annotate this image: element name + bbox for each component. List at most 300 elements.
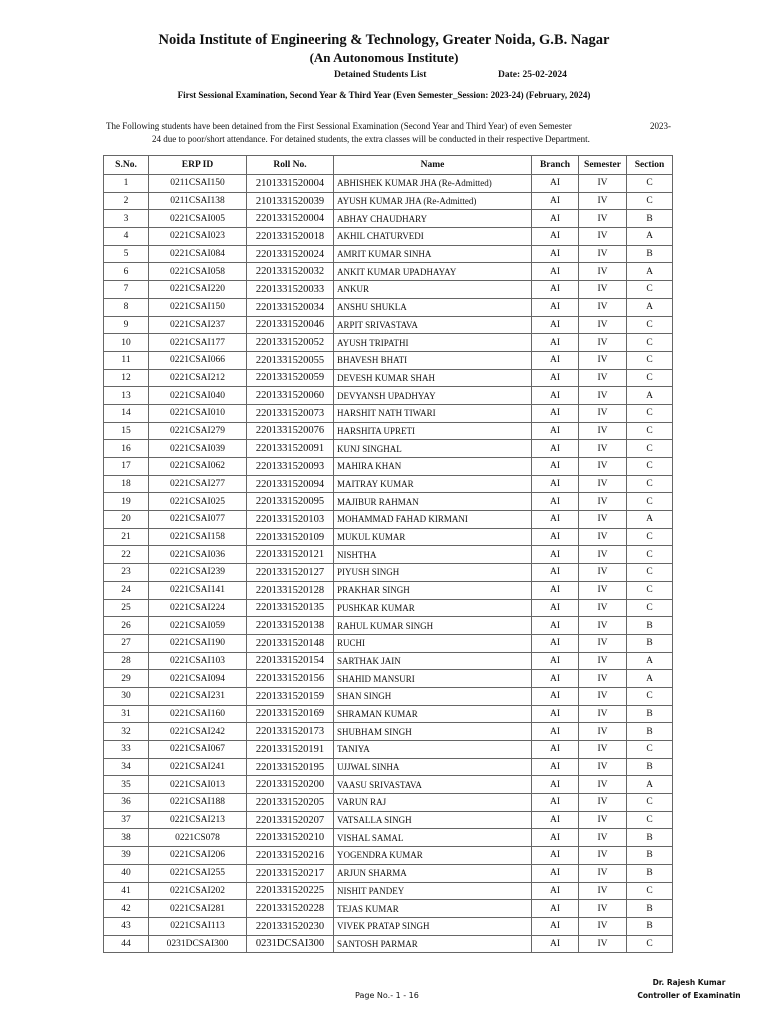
cell-name: AKHIL CHATURVEDI [334,228,532,246]
cell-semester: IV [579,263,627,281]
cell-section: C [627,192,673,210]
cell-branch: AI [532,422,579,440]
cell-erp-id: 0221CSAI010 [149,404,247,422]
cell-erp-id: 0221CSAI241 [149,758,247,776]
cell-erp-id: 0221CSAI158 [149,528,247,546]
cell-section: C [627,351,673,369]
table-row [104,564,673,582]
cell-branch: AI [532,387,579,405]
cell-roll-no: 2201331520004 [247,210,334,228]
cell-erp-id: 0221CSAI190 [149,634,247,652]
autonomous-subtitle: (An Autonomous Institute) [309,50,459,65]
cell-section: B [627,900,673,918]
cell-section: A [627,652,673,670]
intro-line-1: The Following students have been detained from the First Sessional Examination (Second Year and Third Year) of even Semester [106,121,572,131]
table-row [104,281,673,299]
cell-branch: AI [532,404,579,422]
cell-branch: AI [532,829,579,847]
table-body [104,175,673,953]
cell-name: ARJUN SHARMA [334,864,532,882]
cell-erp-id: 0211CSAI150 [149,175,247,193]
header-name: Name [334,156,532,175]
cell-branch: AI [532,351,579,369]
cell-branch: AI [532,723,579,741]
cell-branch: AI [532,210,579,228]
cell-name: AYUSH KUMAR JHA (Re-Admitted) [334,192,532,210]
cell-sno: 13 [104,387,149,405]
cell-erp-id: 0221CSAI206 [149,847,247,865]
cell-name: TANIYA [334,741,532,759]
table-row [104,334,673,352]
cell-sno: 17 [104,458,149,476]
cell-name: VAASU SRIVASTAVA [334,776,532,794]
cell-name: HARSHIT NATH TIWARI [334,404,532,422]
cell-erp-id: 0221CSAI062 [149,458,247,476]
intro-year-part: 2023- [650,121,671,131]
cell-erp-id: 0221CSAI255 [149,864,247,882]
cell-roll-no: 2201331520103 [247,511,334,529]
cell-roll-no: 2201331520076 [247,422,334,440]
cell-section: B [627,705,673,723]
header-semester: Semester [579,156,627,175]
cell-erp-id: 0221CSAI141 [149,581,247,599]
cell-erp-id: 0221CSAI036 [149,546,247,564]
cell-semester: IV [579,776,627,794]
cell-semester: IV [579,369,627,387]
cell-erp-id: 0221CSAI202 [149,882,247,900]
cell-section: A [627,298,673,316]
cell-erp-id: 0221CSAI177 [149,334,247,352]
cell-sno: 34 [104,758,149,776]
table-row [104,935,673,953]
cell-semester: IV [579,829,627,847]
cell-roll-no: 2101331520004 [247,175,334,193]
table-row [104,758,673,776]
table-row [104,864,673,882]
table-row [104,670,673,688]
cell-name: MAJIBUR RAHMAN [334,493,532,511]
table-row [104,741,673,759]
table-row [104,422,673,440]
cell-name: NISHTHA [334,546,532,564]
cell-name: VATSALLA SINGH [334,811,532,829]
table-row [104,546,673,564]
cell-semester: IV [579,440,627,458]
table-row [104,369,673,387]
cell-erp-id: 0221CSAI237 [149,316,247,334]
cell-name: ARPIT SRIVASTAVA [334,316,532,334]
cell-sno: 23 [104,564,149,582]
institute-name: Noida Institute of Engineering & Technology, Greater Noida, G.B. Nagar [158,32,610,48]
cell-semester: IV [579,599,627,617]
cell-sno: 21 [104,528,149,546]
cell-name: PIYUSH SINGH [334,564,532,582]
cell-section: B [627,917,673,935]
table-row [104,475,673,493]
cell-section: C [627,281,673,299]
cell-semester: IV [579,475,627,493]
cell-roll-no: 2201331520127 [247,564,334,582]
cell-section: C [627,581,673,599]
cell-branch: AI [532,192,579,210]
cell-branch: AI [532,864,579,882]
cell-semester: IV [579,847,627,865]
cell-sno: 28 [104,652,149,670]
cell-semester: IV [579,298,627,316]
cell-name: AMRIT KUMAR SINHA [334,245,532,263]
cell-semester: IV [579,316,627,334]
cell-branch: AI [532,175,579,193]
cell-roll-no: 2201331520216 [247,847,334,865]
cell-branch: AI [532,670,579,688]
table-row [104,599,673,617]
cell-sno: 26 [104,617,149,635]
cell-roll-no: 2201331520200 [247,776,334,794]
cell-section: C [627,882,673,900]
cell-name: ABHAY CHAUDHARY [334,210,532,228]
cell-erp-id: 0221CSAI005 [149,210,247,228]
cell-sno: 44 [104,935,149,953]
cell-roll-no: 2201331520128 [247,581,334,599]
cell-erp-id: 0221CSAI040 [149,387,247,405]
table-row [104,829,673,847]
header-sno: S.No. [104,156,149,175]
cell-semester: IV [579,493,627,511]
cell-semester: IV [579,546,627,564]
cell-erp-id: 0221CSAI067 [149,741,247,759]
cell-semester: IV [579,511,627,529]
cell-section: A [627,228,673,246]
cell-roll-no: 2201331520217 [247,864,334,882]
cell-erp-id: 0221CSAI224 [149,599,247,617]
cell-branch: AI [532,705,579,723]
cell-erp-id: 0221CSAI103 [149,652,247,670]
cell-name: DEVESH KUMAR SHAH [334,369,532,387]
cell-section: B [627,210,673,228]
cell-erp-id: 0221CSAI058 [149,263,247,281]
cell-branch: AI [532,617,579,635]
table-row [104,776,673,794]
cell-semester: IV [579,192,627,210]
table-row [104,705,673,723]
table-row [104,511,673,529]
cell-sno: 19 [104,493,149,511]
cell-section: C [627,935,673,953]
cell-name: ANKUR [334,281,532,299]
table-row [104,847,673,865]
cell-erp-id: 0221CSAI025 [149,493,247,511]
table-row [104,634,673,652]
signature-block [634,976,744,1002]
cell-section: C [627,458,673,476]
cell-roll-no: 2201331520094 [247,475,334,493]
cell-section: A [627,263,673,281]
table-row [104,687,673,705]
cell-sno: 5 [104,245,149,263]
table-row [104,882,673,900]
cell-erp-id: 0221CSAI160 [149,705,247,723]
cell-branch: AI [532,599,579,617]
table-row [104,192,673,210]
cell-name: SHAHID MANSURI [334,670,532,688]
cell-branch: AI [532,440,579,458]
cell-sno: 22 [104,546,149,564]
cell-erp-id: 0221CSAI231 [149,687,247,705]
cell-roll-no: 2201331520207 [247,811,334,829]
cell-branch: AI [532,564,579,582]
cell-sno: 14 [104,404,149,422]
cell-section: C [627,546,673,564]
cell-branch: AI [532,917,579,935]
cell-section: B [627,864,673,882]
header-roll-no: Roll No. [247,156,334,175]
cell-semester: IV [579,564,627,582]
cell-erp-id: 0221CSAI113 [149,917,247,935]
cell-sno: 32 [104,723,149,741]
table-row [104,652,673,670]
table-row [104,581,673,599]
cell-semester: IV [579,404,627,422]
cell-section: C [627,422,673,440]
cell-branch: AI [532,652,579,670]
cell-sno: 4 [104,228,149,246]
cell-semester: IV [579,705,627,723]
table-row [104,387,673,405]
cell-branch: AI [532,475,579,493]
cell-roll-no: 2201331520024 [247,245,334,263]
cell-branch: AI [532,581,579,599]
cell-semester: IV [579,387,627,405]
cell-sno: 15 [104,422,149,440]
cell-section: B [627,847,673,865]
cell-semester: IV [579,617,627,635]
header-section: Section [627,156,673,175]
cell-sno: 1 [104,175,149,193]
cell-name: ABHISHEK KUMAR JHA (Re-Admitted) [334,175,532,193]
cell-sno: 33 [104,741,149,759]
cell-semester: IV [579,245,627,263]
cell-erp-id: 0221CSAI213 [149,811,247,829]
cell-branch: AI [532,334,579,352]
cell-sno: 31 [104,705,149,723]
cell-branch: AI [532,758,579,776]
cell-section: C [627,404,673,422]
cell-section: B [627,245,673,263]
list-title: Detained Students List [334,70,427,80]
table-row [104,794,673,812]
cell-sno: 24 [104,581,149,599]
cell-erp-id: 0221CSAI094 [149,670,247,688]
cell-branch: AI [532,882,579,900]
cell-semester: IV [579,811,627,829]
cell-name: SANTOSH PARMAR [334,935,532,953]
table-row [104,493,673,511]
cell-roll-no: 2201331520225 [247,882,334,900]
cell-branch: AI [532,228,579,246]
cell-semester: IV [579,528,627,546]
cell-sno: 38 [104,829,149,847]
cell-semester: IV [579,634,627,652]
cell-name: VARUN RAJ [334,794,532,812]
cell-semester: IV [579,758,627,776]
cell-roll-no: 2201331520033 [247,281,334,299]
cell-name: HARSHITA UPRETI [334,422,532,440]
cell-section: B [627,758,673,776]
cell-sno: 35 [104,776,149,794]
header-erp-id: ERP ID [149,156,247,175]
intro-line-2: 24 due to poor/short attendance. For detained students, the extra classes will be conducted in their respective Department. [152,134,590,144]
cell-roll-no: 2201331520073 [247,404,334,422]
cell-name: UJJWAL SINHA [334,758,532,776]
cell-name: YOGENDRA KUMAR [334,847,532,865]
cell-roll-no: 2201331520093 [247,458,334,476]
cell-branch: AI [532,298,579,316]
cell-sno: 27 [104,634,149,652]
cell-section: C [627,599,673,617]
cell-roll-no: 2201331520121 [247,546,334,564]
cell-sno: 3 [104,210,149,228]
cell-erp-id: 0221CSAI077 [149,511,247,529]
cell-section: B [627,723,673,741]
cell-semester: IV [579,351,627,369]
cell-name: BHAVESH BHATI [334,351,532,369]
cell-section: C [627,440,673,458]
cell-semester: IV [579,687,627,705]
header-branch: Branch [532,156,579,175]
cell-roll-no: 2201331520135 [247,599,334,617]
cell-branch: AI [532,316,579,334]
cell-sno: 8 [104,298,149,316]
cell-sno: 6 [104,263,149,281]
table-row [104,404,673,422]
cell-erp-id: 0221CSAI039 [149,440,247,458]
cell-roll-no: 2201331520138 [247,617,334,635]
table-row [104,617,673,635]
cell-roll-no: 2201331520109 [247,528,334,546]
cell-section: B [627,617,673,635]
cell-roll-no: 2201331520032 [247,263,334,281]
table-row [104,351,673,369]
cell-name: MUKUL KUMAR [334,528,532,546]
cell-erp-id: 0221CSAI220 [149,281,247,299]
cell-erp-id: 0221CSAI277 [149,475,247,493]
table-row [104,440,673,458]
cell-semester: IV [579,917,627,935]
table-row [104,917,673,935]
cell-semester: IV [579,281,627,299]
cell-branch: AI [532,687,579,705]
cell-section: C [627,564,673,582]
cell-semester: IV [579,210,627,228]
table-row [104,210,673,228]
cell-sno: 16 [104,440,149,458]
cell-roll-no: 2201331520059 [247,369,334,387]
cell-semester: IV [579,723,627,741]
cell-semester: IV [579,900,627,918]
cell-name: SHAN SINGH [334,687,532,705]
cell-sno: 7 [104,281,149,299]
cell-erp-id: 0221CSAI023 [149,228,247,246]
cell-name: RAHUL KUMAR SINGH [334,617,532,635]
cell-roll-no: 2201331520060 [247,387,334,405]
cell-erp-id: 0221CSAI188 [149,794,247,812]
cell-name: MAHIRA KHAN [334,458,532,476]
cell-sno: 39 [104,847,149,865]
cell-section: A [627,511,673,529]
cell-name: PUSHKAR KUMAR [334,599,532,617]
cell-roll-no: 2201331520095 [247,493,334,511]
cell-branch: AI [532,900,579,918]
cell-sno: 10 [104,334,149,352]
cell-semester: IV [579,581,627,599]
table-row [104,900,673,918]
cell-branch: AI [532,776,579,794]
table-row [104,263,673,281]
cell-name: AYUSH TRIPATHI [334,334,532,352]
cell-branch: AI [532,935,579,953]
cell-name: KUNJ SINGHAL [334,440,532,458]
cell-erp-id: 0221CSAI281 [149,900,247,918]
signer-title: Controller of Examinatin [637,991,741,1000]
cell-sno: 20 [104,511,149,529]
cell-erp-id: 0221CSAI242 [149,723,247,741]
cell-branch: AI [532,245,579,263]
cell-semester: IV [579,882,627,900]
cell-name: VIVEK PRATAP SINGH [334,917,532,935]
cell-section: A [627,776,673,794]
detained-students-table [103,155,673,953]
cell-branch: AI [532,458,579,476]
cell-branch: AI [532,634,579,652]
cell-branch: AI [532,741,579,759]
table-header-row [104,156,673,175]
cell-erp-id: 0221CS078 [149,829,247,847]
cell-roll-no: 2201331520230 [247,917,334,935]
cell-erp-id: 0211CSAI138 [149,192,247,210]
cell-roll-no: 2201331520159 [247,687,334,705]
cell-semester: IV [579,334,627,352]
cell-sno: 42 [104,900,149,918]
cell-sno: 30 [104,687,149,705]
cell-section: C [627,528,673,546]
cell-name: TEJAS KUMAR [334,900,532,918]
cell-section: C [627,369,673,387]
cell-roll-no: 2201331520018 [247,228,334,246]
cell-roll-no: 2201331520148 [247,634,334,652]
cell-erp-id: 0231DCSAI300 [149,935,247,953]
cell-sno: 41 [104,882,149,900]
cell-branch: AI [532,546,579,564]
cell-section: C [627,741,673,759]
cell-sno: 37 [104,811,149,829]
cell-roll-no: 2201331520210 [247,829,334,847]
cell-roll-no: 2101331520039 [247,192,334,210]
cell-section: C [627,316,673,334]
cell-semester: IV [579,935,627,953]
cell-name: VISHAL SAMAL [334,829,532,847]
cell-sno: 11 [104,351,149,369]
table-row [104,298,673,316]
cell-branch: AI [532,511,579,529]
cell-name: ANSHU SHUKLA [334,298,532,316]
cell-section: C [627,475,673,493]
cell-branch: AI [532,281,579,299]
cell-semester: IV [579,670,627,688]
table-row [104,175,673,193]
cell-sno: 25 [104,599,149,617]
cell-roll-no: 2201331520173 [247,723,334,741]
cell-erp-id: 0221CSAI059 [149,617,247,635]
